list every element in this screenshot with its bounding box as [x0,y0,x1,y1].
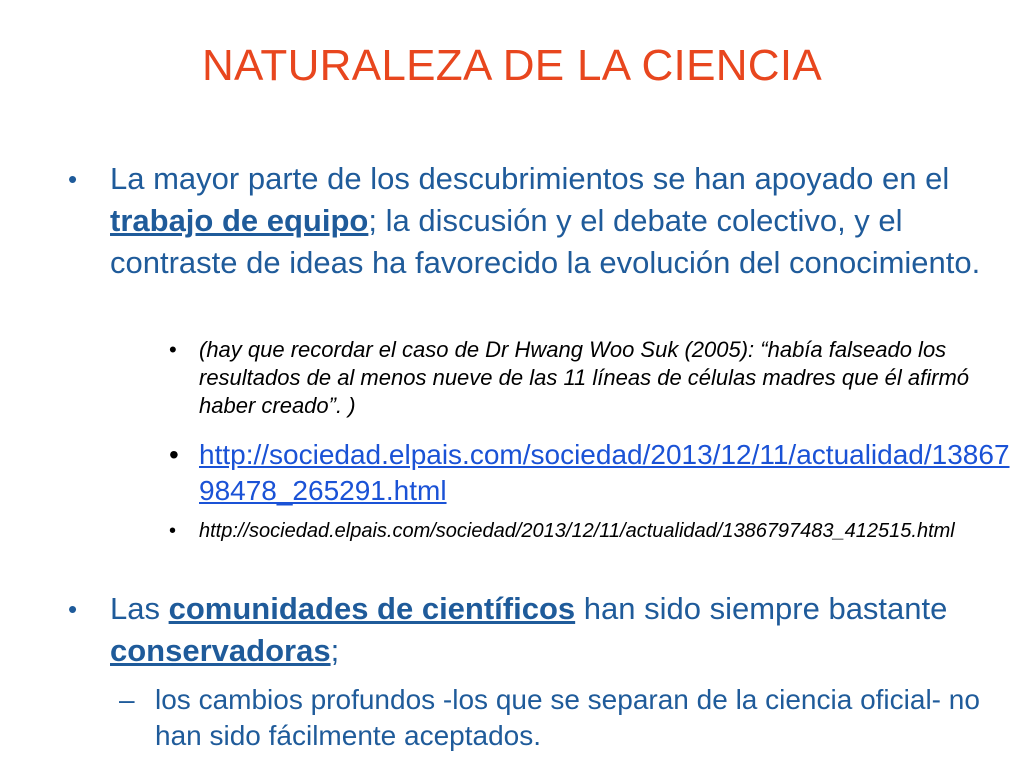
keyword-teamwork: trabajo de equipo [110,203,369,238]
sub-bullet-changes [119,682,985,754]
sub-bullet-changes-text: los cambios profundos -los que se separan de la ciencia oficial- no han sido fácilmente aceptados. [155,684,980,751]
bullet-communities-text-post: ; [330,633,340,668]
elpais-link-1[interactable]: http://sociedad.elpais.com/sociedad/2013/12/11/actualidad/1386798478_265291.html [199,439,1010,506]
bullet-dot-icon: • [68,594,78,624]
slide-title: NATURALEZA DE LA CIENCIA [201,41,823,90]
bullet-communities [68,588,1010,672]
sub-bullet-link-1 [169,437,1014,509]
bullet-dot-icon: • [68,164,78,194]
bullet-teamwork-text-pre: La mayor parte de los descubrimientos se han apoyado en el [110,161,950,196]
keyword-conservative: conservadoras [110,633,331,668]
sub-bullet-link-2 [169,518,1014,545]
bullet-dot-icon: • [169,520,177,542]
bullet-teamwork [68,158,1010,284]
keyword-communities: comunidades de científicos [168,591,576,626]
sub-bullet-hwang [169,336,1014,420]
sub-bullet-hwang-text: (hay que recordar el caso de Dr Hwang Woo Suk (2005): “había falseado los resultados de al menos nueve de las 11 líneas de células madres que él afirmó haber creado”. ) [199,337,970,418]
bullet-communities-text-mid: han sido siempre bastante [575,591,948,626]
elpais-link-2-text: http://sociedad.elpais.com/sociedad/2013/12/11/actualidad/1386797483_412515.html [199,520,955,542]
bullet-dot-icon: • [169,337,177,362]
bullet-communities-text-pre: Las [110,591,169,626]
dash-icon: – [119,684,135,715]
bullet-dot-icon: • [169,439,179,470]
bullet-teamwork-text-post: ; la discusión y el debate colectivo, y el contraste de ideas ha favorecido la evolución del conocimiento. [110,203,981,280]
